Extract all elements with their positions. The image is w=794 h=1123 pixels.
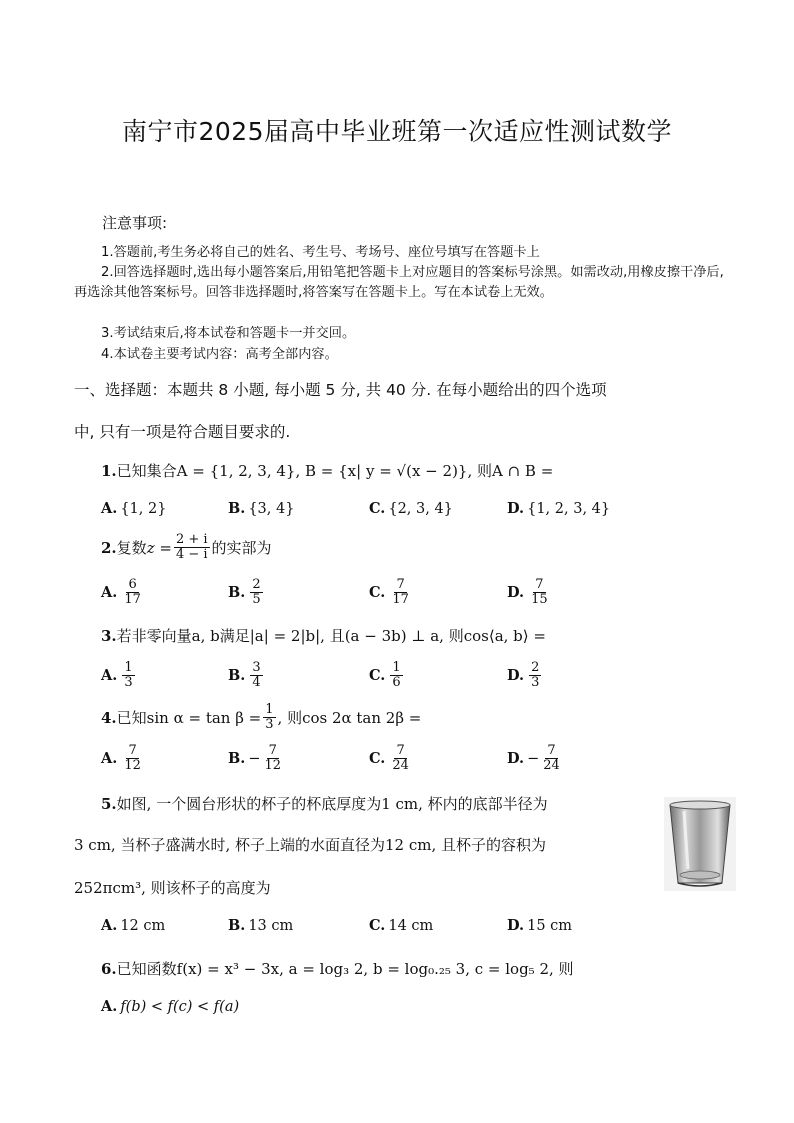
question-4-options — [101, 744, 721, 776]
fraction — [122, 661, 134, 690]
option-label: B. — [228, 667, 246, 684]
option-sign: − — [527, 750, 540, 767]
fraction-denominator: 3 — [531, 675, 540, 690]
question-6 — [101, 958, 574, 979]
option-d — [507, 661, 543, 690]
fraction — [122, 578, 143, 607]
notice-item-2 — [74, 263, 724, 303]
fraction — [174, 533, 210, 562]
option-label: B. — [228, 917, 246, 934]
question-var: z = — [146, 538, 172, 557]
option-c — [369, 578, 413, 607]
question-post: 的实部为 — [211, 539, 272, 557]
fraction-denominator: 15 — [531, 592, 548, 607]
option-d — [507, 500, 610, 517]
option-a — [101, 578, 145, 607]
cup-image — [664, 797, 736, 891]
option-label: C. — [369, 667, 386, 684]
option-label: A. — [101, 584, 118, 601]
fraction-numerator: 1 — [124, 660, 133, 675]
question-number: 1. — [101, 462, 117, 480]
fraction-denominator: 4 — [252, 675, 261, 690]
fraction — [529, 578, 550, 607]
notice-item-2-text: 2.回答选择题时,选出每小题答案后,用铅笔把答题卡上对应题目的答案标号涂黑。如需改动,用橡皮擦干净后,再选涂其他答案标号。回答非选择题时,将答案写在答题卡上。写在本试卷上无效。 — [74, 265, 724, 300]
section-heading-line1: 一、选择题：本题共 8 小题, 每小题 5 分, 共 40 分. 在每小题给出的四个选项 — [74, 381, 607, 399]
option-label: D. — [507, 750, 525, 767]
question-4 — [101, 703, 421, 732]
question-number: 6. — [101, 960, 117, 978]
section-heading-line2: 中, 只有一项是符合题目要求的. — [74, 423, 291, 441]
option-b — [228, 661, 265, 690]
option-a — [101, 500, 166, 517]
fraction-numerator: 7 — [547, 743, 556, 758]
option-value: 15 cm — [527, 917, 573, 934]
option-value: {1, 2} — [120, 500, 167, 517]
fraction-denominator: 17 — [392, 592, 409, 607]
option-b — [228, 917, 293, 934]
fraction-denominator: 5 — [252, 592, 261, 607]
fraction-numerator: 7 — [396, 743, 405, 758]
fraction — [263, 703, 275, 732]
option-value: {2, 3, 4} — [388, 500, 453, 517]
option-b — [228, 744, 285, 773]
question-2-options — [101, 578, 721, 610]
fraction-numerator: 1 — [392, 660, 401, 675]
option-label: C. — [369, 750, 386, 767]
option-c — [369, 744, 413, 773]
fraction-denominator: 24 — [392, 758, 409, 773]
fraction-denominator: 24 — [543, 758, 560, 773]
option-value: f(b) < f(c) < f(a) — [120, 998, 240, 1015]
option-a — [101, 661, 137, 690]
fraction-denominator: 17 — [124, 592, 141, 607]
option-label: A. — [101, 917, 118, 934]
fraction-numerator: 3 — [252, 660, 261, 675]
notice-item-1: 1.答题前,考生务必将自己的姓名、考生号、考场号、座位号填写在答题卡上 — [101, 245, 540, 260]
option-label: B. — [228, 500, 246, 517]
fraction — [262, 744, 283, 773]
option-label: A. — [101, 500, 118, 517]
option-label: D. — [507, 667, 525, 684]
notice-item-4: 4.本试卷主要考试内容：高考全部内容。 — [101, 347, 338, 362]
question-1 — [101, 460, 553, 481]
option-label: C. — [369, 917, 386, 934]
fraction-numerator: 2 — [252, 577, 261, 592]
question-3-options — [101, 661, 721, 693]
question-pre: 已知sin α = tan β = — [116, 709, 262, 727]
question-number: 4. — [101, 708, 117, 727]
option-b — [228, 500, 294, 517]
question-2 — [101, 533, 272, 562]
option-value: {3, 4} — [248, 500, 295, 517]
option-label: B. — [228, 750, 246, 767]
question-number: 3. — [101, 627, 117, 645]
fraction-denominator: 3 — [265, 717, 274, 732]
question-pre: 复数 — [116, 539, 147, 557]
fraction — [390, 578, 411, 607]
fraction-numerator: 2 — [531, 660, 540, 675]
option-value: 12 cm — [120, 917, 166, 934]
fraction — [250, 661, 262, 690]
fraction — [541, 744, 562, 773]
option-label: D. — [507, 500, 525, 517]
fraction — [250, 578, 262, 607]
question-5-line1 — [101, 793, 548, 814]
option-a — [101, 998, 239, 1015]
fraction-numerator: 7 — [268, 743, 277, 758]
fraction-numerator: 7 — [128, 743, 137, 758]
question-5-line3: 252πcm³, 则该杯子的高度为 — [74, 879, 271, 897]
option-label: D. — [507, 584, 525, 601]
question-6-options — [101, 998, 721, 1030]
question-3 — [101, 625, 546, 646]
option-a — [101, 917, 165, 934]
option-d — [507, 744, 564, 773]
question-text: 已知函数f(x) = x³ − 3x, a = log₃ 2, b = log₀.₂₅ 3, c = log₅ 2, 则 — [116, 960, 574, 978]
fraction-numerator: 6 — [128, 577, 137, 592]
question-text: 如图, 一个圆台形状的杯子的杯底厚度为1 cm, 杯内的底部半径为 — [116, 795, 548, 813]
option-label: A. — [101, 750, 118, 767]
option-value: {1, 2, 3, 4} — [527, 500, 611, 517]
option-label: B. — [228, 584, 246, 601]
fraction — [529, 661, 541, 690]
option-label: C. — [369, 584, 386, 601]
fraction-denominator: 12 — [124, 758, 141, 773]
option-c — [369, 917, 433, 934]
option-label: A. — [101, 998, 118, 1015]
fraction-numerator: 7 — [535, 577, 544, 592]
option-sign: − — [248, 750, 261, 767]
fraction-numerator: 1 — [265, 702, 274, 717]
option-label: C. — [369, 500, 386, 517]
fraction-denominator: 12 — [264, 758, 282, 773]
option-label: D. — [507, 917, 525, 934]
question-text: 若非零向量a, b满足|a| = 2|b|, 且(a − 3b) ⊥ a, 则cos⟨a, b⟩ = — [116, 627, 546, 645]
fraction — [390, 661, 402, 690]
notice-heading: 注意事项: — [102, 214, 168, 232]
option-c — [369, 661, 405, 690]
question-text: 已知集合A = {1, 2, 3, 4}, B = {x| y = √(x − 2)}, 则A ∩ B = — [116, 462, 554, 480]
option-value: 13 cm — [248, 917, 294, 934]
notice-item-3: 3.考试结束后,将本试卷和答题卡一并交回。 — [101, 326, 356, 341]
option-label: A. — [101, 667, 118, 684]
question-5-options — [101, 917, 721, 949]
fraction — [122, 744, 143, 773]
option-a — [101, 744, 145, 773]
fraction-denominator: 6 — [392, 675, 401, 690]
fraction-numerator: 2 + i — [175, 532, 208, 547]
option-c — [369, 500, 453, 517]
option-d — [507, 578, 552, 607]
fraction-denominator: 4 − i — [175, 547, 208, 562]
page-title: 南宁市2025届高中毕业班第一次适应性测试数学 — [121, 117, 673, 146]
question-number: 2. — [101, 538, 117, 557]
option-d — [507, 917, 572, 934]
question-1-options — [101, 500, 721, 532]
question-5-line2: 3 cm, 当杯子盛满水时, 杯子上端的水面直径为12 cm, 且杯子的容积为 — [74, 836, 547, 854]
option-b — [228, 578, 265, 607]
option-value: 14 cm — [388, 917, 434, 934]
question-post: , 则cos 2α tan 2β = — [277, 709, 422, 727]
fraction — [390, 744, 411, 773]
question-number: 5. — [101, 795, 117, 813]
fraction-numerator: 7 — [396, 577, 405, 592]
fraction-denominator: 3 — [124, 675, 133, 690]
